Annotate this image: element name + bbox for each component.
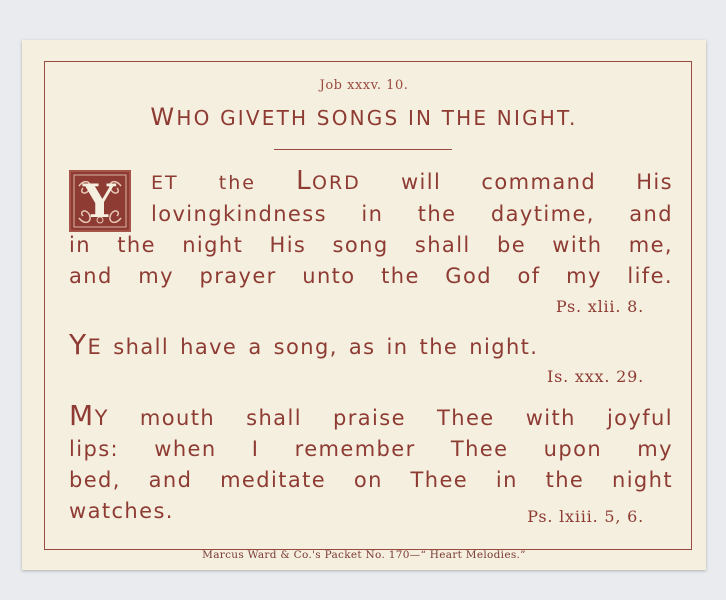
verse-1-line-2: lovingkindness in the daytime, and [151,202,673,226]
title-rest: HO GIVETH SONGS IN THE NIGHT. [176,106,578,130]
verse-1-line-1: ET the LORD will command His [151,166,673,196]
ornament-icon [71,172,129,230]
publisher-footer: Marcus Ward & Co.'s Packet No. 170—“ Heart Melodies.” [202,549,526,561]
verse-1-line-4: and my prayer unto the God of my life. [69,264,673,288]
verse-1-reference: Ps. xlii. 8. [555,297,644,316]
verse-3-line-1: MY mouth shall praise Thee with joyful [69,399,673,432]
verse-3-reference: Ps. lxiii. 5, 6. [527,507,644,526]
verse-2 [69,329,673,363]
dropcap-letter: Y [82,174,118,228]
verse-3-line-3: bed, and meditate on Thee in the night [69,468,673,492]
verse-1 [69,166,673,292]
lord-cap: L [296,166,312,196]
title-divider [274,149,452,150]
greeting-card [22,40,706,570]
card-title [22,103,706,131]
title-first-letter: W [150,103,177,131]
verse-3-line-4: watches. [69,499,174,523]
verse-2-reference: Is. xxx. 29. [547,367,644,386]
verse-1-line-3: in the night His song shall be with me, [69,233,673,257]
illuminated-dropcap [69,170,131,232]
verse-2-line: YE shall have a song, as in the night. [69,328,539,361]
verse-3-line-2: lips: when I remember Thee upon my [69,437,673,461]
title-reference: Job xxxv. 10. [319,78,409,93]
